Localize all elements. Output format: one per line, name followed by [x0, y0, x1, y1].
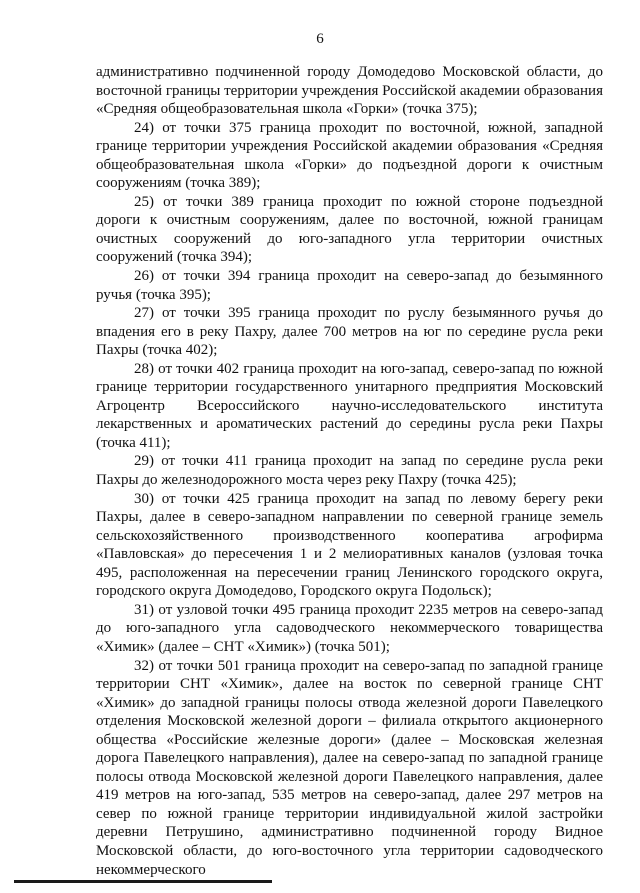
paragraph-item-26: 26) от точки 394 граница проходит на северо-запад до безымянного ручья (точка 395); — [96, 268, 603, 303]
paragraph-item-30: 30) от точки 425 граница проходит на запад по левому берегу реки Пахры, далее в северо-западном направлении по северной границе земель сельскохозяйственного производственного кооператива агрофирма «Павловская» до пересечения 1 и 2 мелиоративных каналов (узловая точка 495, расположенная на пересечении границ Ленинского городского округа, городского округа Домодедово, Городского округа Подольск); — [96, 490, 603, 600]
text-body — [96, 63, 603, 879]
paragraph-item-31: 31) от узловой точки 495 граница проходит 2235 метров на северо-запад до юго-западного угла садоводческого некоммерческого товарищества «Химик» (далее – СНТ «Химик») (точка 501); — [96, 601, 603, 655]
paragraph-item-25: 25) от точки 389 граница проходит по южной стороне подъездной дороги к очистным сооружениям, далее по восточной, южной границам очистных сооружений до юго-западного угла территории очистных сооружений (точка 394); — [96, 193, 603, 266]
paragraph-item-27: 27) от точки 395 граница проходит по руслу безымянного ручья до впадения его в реку Пахру, далее 700 метров на юг по середине русла реки Пахры (точка 402); — [96, 305, 603, 359]
paragraph-item-24: 24) от точки 375 граница проходит по восточной, южной, западной границе территории учреждения Российской академии образования «Средняя общеобразовательная школа «Горки» до подъездной дороги к очистным сооружениям (точка 389); — [96, 119, 603, 192]
paragraph-item-28: 28) от точки 402 граница проходит на юго-запад, северо-запад по южной границе территории государственного унитарного предприятия Московский Агроцентр Всероссийского научно-исследовательского института лекарственных и ароматических растений до середины русла реки Пахры (точка 411); — [96, 360, 603, 451]
paragraph-continuation: административно подчиненной городу Домодедово Московской области, до восточной границы территории учреждения Российской академии образования «Средняя общеобразовательная школа «Горки» (точка 375); — [96, 64, 603, 118]
footer-rule — [14, 880, 272, 883]
paragraph-item-29: 29) от точки 411 граница проходит на запад по середине русла реки Пахры до железнодорожного моста через реку Пахру (точка 425); — [96, 453, 603, 489]
page-number: 6 — [316, 31, 324, 47]
paragraph-item-32: 32) от точки 501 граница проходит на северо-запад по западной границе территории СНТ «Химик», далее на восток по северной границе СНТ «Химик» до западной границы полосы отвода железной дороги Павелецкого отделения Московской железной дороги – филиала открытого акционерного общества «Российские железные дороги» (далее – Московская железная дорога Павелецкого направления), далее на северо-запад по западной границе полосы отвода Московской железной дороги Павелецкого направления, далее 419 метров на юго-запад, 535 метров на северо-запад, далее 297 метров на север по южной границе территории индивидуальной жилой застройки деревни Петрушино, административно подчиненной городу Видное Московской области, до юго-восточного угла территории садоводческого некоммерческого — [96, 657, 603, 878]
